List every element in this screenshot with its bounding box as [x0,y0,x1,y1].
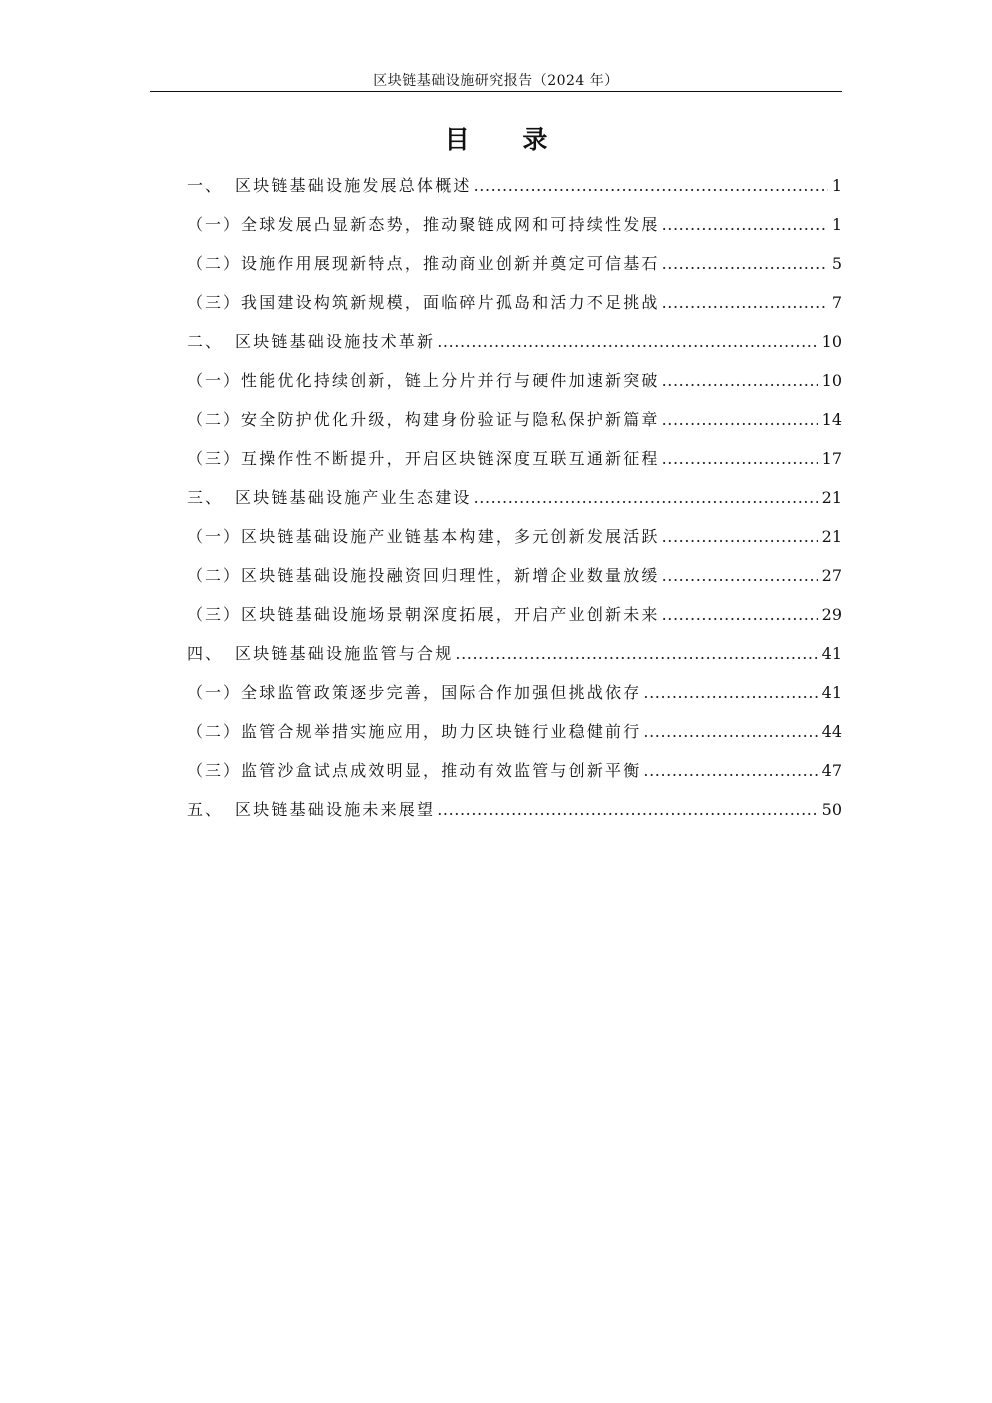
table-of-contents [150,171,842,834]
toc-entry-2-1[interactable] [150,366,842,405]
toc-entry-label: 安全防护优化升级，构建身份验证与隐私保护新篇章 [241,410,660,429]
toc-entry-number: （二） [187,566,242,585]
toc-entry-label: 监管合规举措实施应用，助力区块链行业稳健前行 [241,722,642,741]
toc-entry-label: 区块链基础设施发展总体概述 [235,176,472,195]
dot-leader [662,561,818,591]
running-header: 区块链基础设施研究报告（2024 年） [373,73,619,89]
toc-entry-1-3[interactable] [150,288,842,327]
toc-entry-page: 41 [821,683,842,702]
toc-entry-4-1[interactable] [150,678,842,717]
header-rule [150,91,842,92]
toc-entry-page: 14 [821,410,842,429]
toc-entry-1-2[interactable] [150,249,842,288]
toc-entry-1[interactable] [150,171,842,210]
toc-entry-number: （一） [187,371,242,390]
toc-entry-number: （二） [187,410,242,429]
dot-leader [437,327,817,357]
toc-entry-number: 一、 [187,176,224,195]
dot-leader [662,444,818,474]
toc-entry-page: 1 [831,215,842,234]
toc-entry-label: 区块链基础设施产业生态建设 [235,488,472,507]
toc-entry-2[interactable] [150,327,842,366]
toc-entry-page: 41 [821,644,842,663]
toc-entry-page: 27 [821,566,842,585]
dot-leader [662,366,818,396]
toc-entry-page: 50 [821,800,842,819]
toc-entry-label: 区块链基础设施未来展望 [235,800,436,819]
dot-leader [474,483,818,513]
toc-entry-4-2[interactable] [150,717,842,756]
toc-entry-page: 10 [821,371,842,390]
toc-entry-page: 7 [831,293,842,312]
toc-entry-label: 设施作用展现新特点，推动商业创新并奠定可信基石 [241,254,660,273]
dot-leader [643,717,817,747]
toc-entry-number: （三） [187,605,242,624]
toc-entry-page: 1 [831,176,842,195]
toc-entry-label: 互操作性不断提升，开启区块链深度互联互通新征程 [241,449,660,468]
toc-entry-page: 5 [831,254,842,273]
toc-entry-page: 44 [821,722,842,741]
dot-leader [662,600,818,630]
dot-leader [437,795,817,825]
toc-entry-label: 性能优化持续创新，链上分片并行与硬件加速新突破 [241,371,660,390]
toc-entry-number: 五、 [187,800,224,819]
dot-leader [643,678,817,708]
toc-entry-page: 17 [821,449,842,468]
toc-title: 目 录 [444,125,570,154]
toc-entry-page: 47 [821,761,842,780]
dot-leader [662,210,828,240]
dot-leader [662,405,818,435]
toc-entry-label: 监管沙盒试点成效明显，推动有效监管与创新平衡 [241,761,642,780]
toc-entry-3[interactable] [150,483,842,522]
dot-leader [474,171,828,201]
toc-entry-label: 区块链基础设施技术革新 [235,332,436,351]
dot-leader [643,756,817,786]
toc-entry-number: 三、 [187,488,224,507]
dot-leader [662,249,828,279]
toc-entry-5[interactable] [150,795,842,834]
toc-entry-number: 二、 [187,332,224,351]
toc-entry-number: （三） [187,761,242,780]
dot-leader [455,639,817,669]
toc-entry-3-1[interactable] [150,522,842,561]
toc-entry-2-2[interactable] [150,405,842,444]
toc-entry-number: （二） [187,254,242,273]
toc-entry-number: （一） [187,683,242,702]
toc-entry-number: （三） [187,293,242,312]
toc-entry-label: 区块链基础设施监管与合规 [235,644,454,663]
toc-entry-label: 区块链基础设施投融资回归理性，新增企业数量放缓 [241,566,660,585]
toc-entry-number: （三） [187,449,242,468]
toc-entry-label: 全球监管政策逐步完善，国际合作加强但挑战依存 [241,683,642,702]
toc-entry-number: （二） [187,722,242,741]
toc-entry-3-2[interactable] [150,561,842,600]
toc-entry-label: 我国建设构筑新规模，面临碎片孤岛和活力不足挑战 [241,293,660,312]
toc-entry-3-3[interactable] [150,600,842,639]
toc-entry-page: 21 [821,527,842,546]
dot-leader [662,288,828,318]
dot-leader [662,522,818,552]
toc-entry-4[interactable] [150,639,842,678]
toc-entry-2-3[interactable] [150,444,842,483]
toc-entry-4-3[interactable] [150,756,842,795]
toc-entry-number: 四、 [187,644,224,663]
toc-entry-page: 21 [821,488,842,507]
toc-entry-page: 29 [821,605,842,624]
toc-entry-number: （一） [187,527,242,546]
toc-entry-number: （一） [187,215,242,234]
toc-entry-label: 全球发展凸显新态势，推动聚链成网和可持续性发展 [241,215,660,234]
toc-entry-label: 区块链基础设施场景朝深度拓展，开启产业创新未来 [241,605,660,624]
toc-entry-1-1[interactable] [150,210,842,249]
toc-entry-label: 区块链基础设施产业链基本构建，多元创新发展活跃 [241,527,660,546]
toc-entry-page: 10 [821,332,842,351]
